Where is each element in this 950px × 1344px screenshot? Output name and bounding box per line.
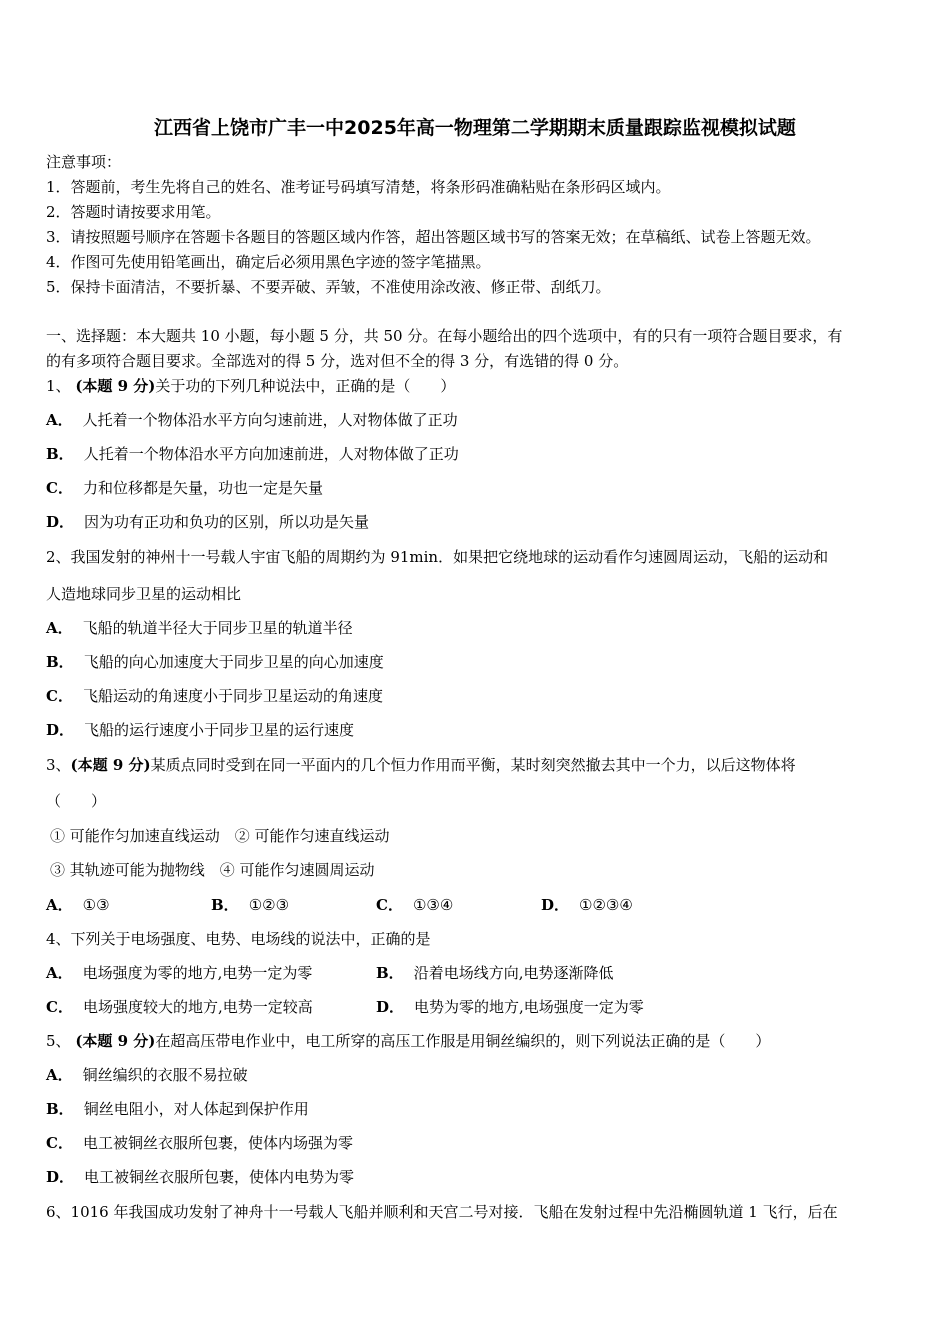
option-label: C．: [46, 998, 73, 1016]
option-label: C．: [46, 687, 73, 705]
question-5-option-b: [46, 1099, 309, 1119]
question-4-options-row-1: [46, 963, 666, 983]
option-text: 电工被铜丝衣服所包裹，使体内电势为零: [84, 1168, 355, 1186]
option-label: A．: [46, 964, 73, 982]
option-label: C．: [46, 1134, 73, 1152]
notice-heading: 注意事项：: [46, 153, 122, 171]
question-5-option-c: [46, 1133, 353, 1153]
option-text: ①③④: [412, 896, 454, 914]
question-6-stem: [46, 1202, 838, 1222]
question-5-number: 5、: [46, 1032, 71, 1050]
option-text: 飞船的轨道半径大于同步卫星的轨道半径: [82, 619, 353, 637]
option-text: 电势为零的地方,电场强度一定为零: [414, 998, 644, 1016]
question-4-option-d: [376, 997, 644, 1017]
question-3-number: 3、: [46, 756, 71, 774]
question-2-option-c: [46, 686, 383, 706]
question-5-option-a: [46, 1065, 248, 1085]
question-2-number: 2、: [46, 548, 71, 566]
question-3-option-d: [541, 895, 633, 915]
option-text: 铜丝电阻小，对人体起到保护作用: [83, 1100, 309, 1118]
question-2-text: 我国发射的神州十一号载人宇宙飞船的周期约为 91min．如果把它绕地球的运动看作匀速圆周运动，飞船的运动和: [70, 548, 829, 566]
option-text: 电场强度为零的地方,电势一定为零: [82, 964, 313, 982]
option-label: A．: [46, 1066, 73, 1084]
question-6-text: 1016 年我国成功发射了神舟十一号载人飞船并顺利和天宫二号对接．飞船在发射过程中先沿椭圆轨道 1 飞行，后在: [70, 1203, 838, 1221]
question-2-stem-line-2: 人造地球同步卫星的运动相比: [46, 585, 242, 603]
question-1-text: 关于功的下列几种说法中，正确的是（ ）: [155, 377, 456, 395]
question-1-option-b: [46, 444, 459, 464]
option-label: B．: [376, 964, 404, 982]
question-1-option-c: [46, 478, 323, 498]
option-label: D．: [541, 896, 570, 914]
option-label: D．: [46, 1168, 75, 1186]
question-5-points-tag: (本题 9 分): [75, 1032, 156, 1050]
question-1-stem: [46, 376, 455, 396]
question-3-answer-paren: （ ）: [46, 792, 107, 810]
notice-item-3: 3．请按照题号顺序在答题卡各题目的答题区域内作答，超出答题区域书写的答案无效；在草稿纸、试卷上答题无效。: [46, 228, 821, 246]
question-3-stem: [46, 755, 796, 775]
option-label: D．: [46, 721, 75, 739]
question-4-option-c: [46, 998, 313, 1016]
question-4-options-row-2: [46, 997, 666, 1017]
section-instructions-line-1: 一、选择题：本大题共 10 小题，每小题 5 分，共 50 分。在每小题给出的四个选项中，有的只有一项符合题目要求，有: [46, 327, 843, 345]
question-4-option-b: [376, 963, 613, 983]
question-3-option-a: [46, 896, 110, 914]
question-4-text: 下列关于电场强度、电势、电场线的说法中，正确的是: [70, 930, 431, 948]
question-4-number: 4、: [46, 930, 71, 948]
question-2-option-b: [46, 652, 384, 672]
question-1-option-a: [46, 410, 458, 430]
option-label: A．: [46, 411, 73, 429]
question-2-stem-line-1: [46, 547, 828, 567]
option-label: A．: [46, 619, 73, 637]
question-5-stem: [46, 1031, 770, 1051]
option-label: C．: [376, 896, 403, 914]
question-3-statements-1: ① 可能作匀加速直线运动 ② 可能作匀速直线运动: [50, 827, 390, 845]
option-text: ①③: [82, 896, 110, 914]
question-3-option-b: [211, 895, 289, 915]
question-3-option-c: [376, 895, 453, 915]
notice-item-5: 5．保持卡面清洁，不要折暴、不要弄破、弄皱，不准使用涂改液、修正带、刮纸刀。: [46, 278, 611, 296]
option-text: 沿着电场线方向,电势逐渐降低: [413, 964, 614, 982]
question-3-statements-2: ③ 其轨迹可能为抛物线 ④ 可能作匀速圆周运动: [50, 861, 375, 879]
option-text: 飞船的向心加速度大于同步卫星的向心加速度: [83, 653, 384, 671]
question-3-points-tag: (本题 9 分): [70, 756, 151, 774]
question-2-option-d: [46, 720, 354, 740]
option-text: 力和位移都是矢量，功也一定是矢量: [82, 479, 323, 497]
option-label: C．: [46, 479, 73, 497]
question-1-points-tag: (本题 9 分): [75, 377, 156, 395]
question-4-stem: [46, 929, 431, 949]
option-text: 铜丝编织的衣服不易拉破: [82, 1066, 248, 1084]
option-label: B．: [46, 1100, 74, 1118]
option-label: B．: [211, 896, 239, 914]
question-3-options: [46, 895, 666, 915]
option-label: B．: [46, 653, 74, 671]
option-label: B．: [46, 445, 74, 463]
exam-title: 江西省上饶市广丰一中2025年高一物理第二学期期末质量跟踪监视模拟试题: [154, 117, 796, 139]
notice-item-4: 4．作图可先使用铅笔画出，确定后必须用黑色字迹的签字笔描黑。: [46, 253, 491, 271]
notice-item-2: 2．答题时请按要求用笔。: [46, 203, 221, 221]
option-text: 人托着一个物体沿水平方向匀速前进，人对物体做了正功: [82, 411, 458, 429]
question-5-option-d: [46, 1167, 354, 1187]
option-text: 飞船的运行速度小于同步卫星的运行速度: [84, 721, 355, 739]
question-1-number: 1、: [46, 377, 71, 395]
option-text: ①②③④: [579, 896, 633, 914]
option-text: 因为功有正功和负功的区别，所以功是矢量: [84, 513, 370, 531]
option-text: ①②③: [248, 896, 290, 914]
option-label: D．: [376, 998, 405, 1016]
question-1-option-d: [46, 512, 369, 532]
question-2-option-a: [46, 618, 353, 638]
option-label: D．: [46, 513, 75, 531]
option-text: 人托着一个物体沿水平方向加速前进，人对物体做了正功: [83, 445, 459, 463]
option-text: 电场强度较大的地方,电势一定较高: [82, 998, 313, 1016]
option-text: 电工被铜丝衣服所包裹，使体内场强为零: [82, 1134, 353, 1152]
question-6-number: 6、: [46, 1203, 71, 1221]
question-3-text: 某质点同时受到在同一平面内的几个恒力作用而平衡，某时刻突然撤去其中一个力，以后这物体将: [150, 756, 796, 774]
question-4-option-a: [46, 964, 312, 982]
option-text: 飞船运动的角速度小于同步卫星运动的角速度: [82, 687, 383, 705]
option-label: A．: [46, 896, 73, 914]
question-5-text: 在超高压带电作业中，电工所穿的高压工作服是用铜丝编织的，则下列说法正确的是（ ）: [155, 1032, 771, 1050]
section-instructions-line-2: 的有多项符合题目要求。全部选对的得 5 分，选对但不全的得 3 分，有选错的得 0 分。: [46, 352, 629, 370]
notice-item-1: 1．答题前，考生先将自己的姓名、准考证号码填写清楚，将条形码准确粘贴在条形码区域内。: [46, 178, 671, 196]
